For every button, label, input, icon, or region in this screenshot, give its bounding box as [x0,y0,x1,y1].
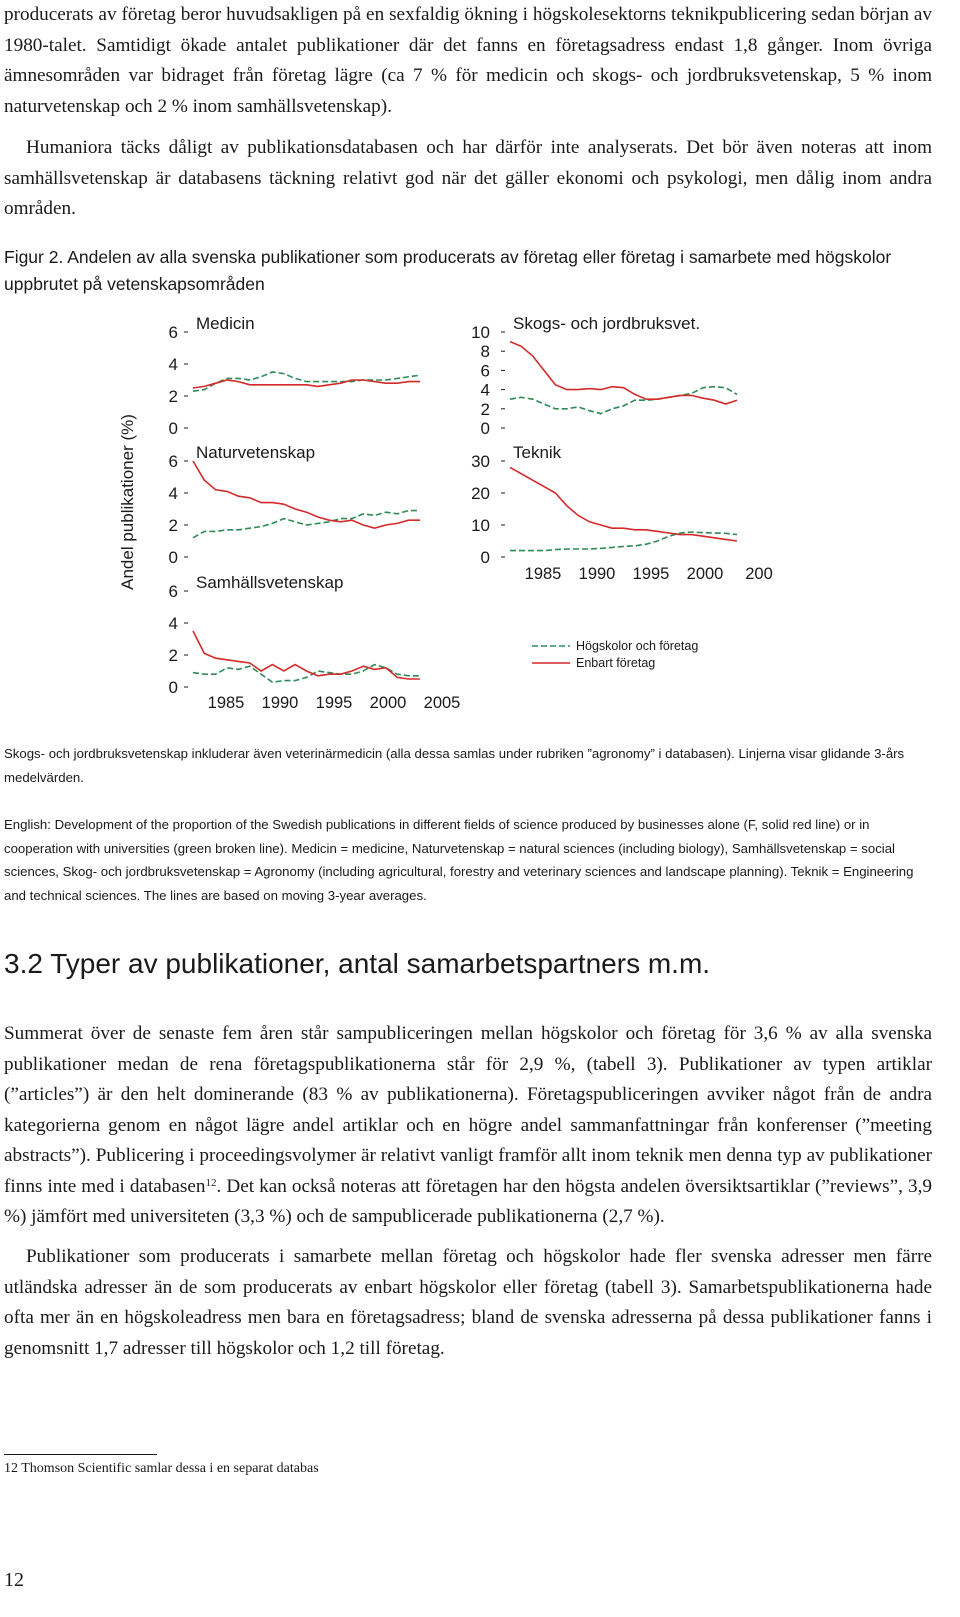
panel-naturvetenskap-ytick-label: 4 [168,484,178,503]
panel-samhällsvetenskap-title: Samhällsvetenskap [196,573,344,592]
panel-skogs-och-jordbruksvet-ytick-label: 2 [480,399,490,419]
figure-title: Figur 2. Andelen av alla svenska publikationer som producerats av företag eller företag i samarbete med högskolor uppbrutet på vetenskapsområden [4,247,892,294]
panel-naturvetenskap-series-enbart-foretag [193,461,420,528]
x-tick-label-right: 2000 [686,565,724,583]
panel-teknik-ytick-label: 30 [471,452,490,471]
figure-caption-swedish: Skogs- och jordbruksvetenskap inkluderar även veterinärmedicin (alla dessa samlas under rubriken ”agronomy” i databasen). Linjerna visar glidande 3-års medelvärden. [4,746,905,785]
summary-text-part2: . Det kan också noteras att företagen har den högsta andelen översiktsartiklar (”reviews”, 3,9 %) jämfört med universiteten (3,3 %) och de sampublicerade publikationerna (2,7 %). [4,1175,932,1227]
panel-skogs-och-jordbruksvet-series-hogskolor-och-foretag [510,387,737,414]
intro-paragraph: producerats av företag beror huvudsakligen på en sexfaldig ökning i högskolesektorns teknikpublicering sedan början av 1980-talet. Samtidigt ökade antalet publikationer där det fanns en företagsadress endast 1,8 gånger. Inom övriga ämnesområden var bidraget från företag lägre (ca 7 % för medicin och skogs- och jordbruksvetenskap, 5 % inom naturvetenskap och 2 % inom samhällsvetenskap). [4,4,932,117]
footnote: 12 Thomson Scientific samlar dessa i en separat databas [4,1461,319,1476]
panel-naturvetenskap-ytick-label: 0 [168,548,178,567]
x-tick-label-right: 1995 [632,565,670,583]
x-tick-label-right: 200 [745,565,773,583]
panel-medicin-series-hogskolor-och-foretag [193,372,420,391]
panel-skogs-och-jordbruksvet-ytick-label: 6 [480,361,490,381]
y-axis-label: Andel publikationer (%) [118,414,137,590]
panel-naturvetenskap-ytick-label: 2 [168,516,178,535]
footnote-rule [4,1454,157,1455]
panel-medicin-ytick-label: 4 [168,355,178,374]
address-paragraph: Publikationer som producerats i samarbete mellan företag och högskolor hade fler svenska adresser men färre utländska adresser än de som producerats av enbart högskolor eller företag (tabell 3). Samarbetspublikationerna hade ofta mer än en högskoleadress men bara en företagsadress; bland de svenska adresserna på dessa publikationer fanns i genomsnitt 1,7 adresser till högskolor och 1,2 till företag. [4,1246,932,1359]
x-tick-label-left: 2000 [369,694,407,712]
legend [532,639,698,670]
humaniora-paragraph: Humaniora täcks dåligt av publikationsdatabasen och har därför inte analyserats. Det bör även noteras att inom samhällsvetenskap är databasens täckning relativt god när det gäller ekonomi och psykologi, men dålig inom andra områden. [4,137,932,219]
chart-figure [0,300,960,720]
panel-teknik-title: Teknik [513,443,562,462]
x-tick-label-left: 1995 [315,694,353,712]
x-tick-label-left: 1985 [207,694,245,712]
panel-teknik-ytick-label: 20 [471,484,490,503]
legend-label-hogskolor: Högskolor och företag [576,639,699,653]
x-tick-label-right: 1990 [578,565,616,583]
summary-text-part1: Summerat över de senaste fem åren står sampubliceringen mellan högskolor och företag för 3,6 % av alla svenska publikationer medan de rena företagspublikationerna står för 2,9 %, (tabell 3). Publikationer av typen artiklar (”articles”) är den helt dominerande (83 % av publikationerna). Företagspubliceringen avviker något från de andra kategorierna genom en något lägre andel artiklar och en högre andel sammanfattningar från konferenser (”meeting abstracts”). Publicering i proceedingsvolymer är relativt vanligt framför allt inom teknik men denna typ av publikationer finns inte med i databasen [4,1023,932,1197]
panel-teknik-ytick-label: 10 [471,516,490,535]
panel-skogs-och-jordbruksvet-ytick-label: 10 [471,323,490,342]
panel-skogs-och-jordbruksvet-ytick-label: 4 [480,380,490,400]
panel-medicin-ytick-label: 6 [168,323,178,342]
panel-samhällsvetenskap-series-enbart-foretag [193,631,420,679]
panel-skogs-och-jordbruksvet-title: Skogs- och jordbruksvet. [513,314,701,333]
page-number: 12 [4,1569,24,1591]
panel-teknik-series-hogskolor-och-foretag [510,532,737,551]
panel-medicin-title: Medicin [196,314,255,333]
panel-samhällsvetenskap-ytick-label: 2 [168,646,178,665]
x-tick-label-left: 1990 [261,694,299,712]
panel-samhällsvetenskap-ytick-label: 0 [168,678,178,697]
panel-medicin-ytick-label: 0 [168,419,178,438]
footnote-reference: 12 [205,1176,217,1189]
panel-skogs-och-jordbruksvet-ytick-label: 8 [480,342,490,362]
x-tick-label-left: 2005 [423,694,461,712]
legend-label-enbart: Enbart företag [576,656,656,670]
figure-caption-english: English: Development of the proportion of the Swedish publications in different fields of science produced by businesses alone (F, solid red line) or in cooperation with universities (green broken line). Medicin = medicine, Naturvetenskap = natural sciences (including biology), Samhällsvetenskap = social sciences, Skog- och jordbruksvetenskap = Agronomy (including agricultural, forestry and veterinary sciences and landscape planning). Teknik = Engineering and technical sciences. The lines are based on moving 3-year averages. [4,817,914,903]
panel-naturvetenskap-ytick-label: 6 [168,452,178,471]
panel-skogs-och-jordbruksvet-ytick-label: 0 [480,419,490,438]
section-heading: 3.2 Typer av publikationer, antal samarbetspartners m.m. [4,948,711,979]
panel-skogs-och-jordbruksvet-series-enbart-foretag [510,342,737,404]
summary-paragraph [4,1019,932,1233]
panel-medicin-ytick-label: 2 [168,387,178,406]
panel-samhällsvetenskap-ytick-label: 6 [168,582,178,601]
x-tick-label-right: 1985 [524,565,562,583]
panel-naturvetenskap-title: Naturvetenskap [196,443,316,462]
panel-teknik-ytick-label: 0 [480,548,490,567]
panel-teknik-series-enbart-foretag [510,467,737,541]
panel-samhällsvetenskap-ytick-label: 4 [168,614,178,633]
